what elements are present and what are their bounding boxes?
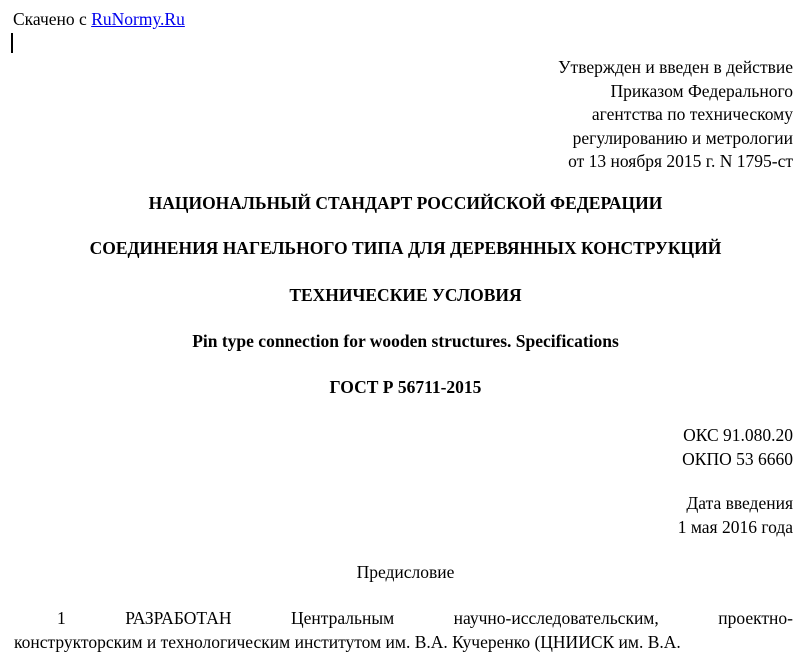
approval-line: регулированию и метрологии (558, 127, 793, 151)
national-standard-heading: НАЦИОНАЛЬНЫЙ СТАНДАРТ РОССИЙСКОЙ ФЕДЕРАЦИИ (6, 193, 799, 214)
paragraph-word: 1 (14, 607, 66, 631)
document-title: СОЕДИНЕНИЯ НАГЕЛЬНОГО ТИПА ДЛЯ ДЕРЕВЯННЫХ КОНСТРУКЦИЙ (6, 238, 799, 259)
okpo-code: ОКПО 53 6660 (682, 448, 793, 472)
approval-block (558, 56, 793, 174)
intro-date-value: 1 мая 2016 года (678, 516, 793, 540)
paragraph-line-1 (14, 607, 793, 631)
paragraph-word: РАЗРАБОТАН (125, 607, 231, 631)
paragraph-word: Центральным (291, 607, 394, 631)
classification-codes (682, 424, 793, 471)
approval-line: Приказом Федерального (558, 80, 793, 104)
source-line (13, 9, 185, 30)
paragraph-word: научно-исследовательским, (454, 607, 659, 631)
document-subtitle: ТЕХНИЧЕСКИЕ УСЛОВИЯ (6, 285, 799, 306)
gost-number: ГОСТ Р 56711-2015 (6, 377, 799, 398)
oks-code: ОКС 91.080.20 (682, 424, 793, 448)
paragraph-line-2: конструкторским и технологическим институтом им. В.А. Кучеренко (ЦНИИСК им. В.А. (14, 631, 793, 654)
approval-line: Утвержден и введен в действие (558, 56, 793, 80)
text-cursor (11, 33, 13, 53)
introduction-date-block (678, 492, 793, 539)
approval-line: от 13 ноября 2015 г. N 1795-ст (558, 150, 793, 174)
preface-paragraph (14, 607, 793, 654)
paragraph-word: проектно- (718, 607, 793, 631)
approval-line: агентства по техническому (558, 103, 793, 127)
source-link[interactable]: RuNormy.Ru (91, 9, 185, 29)
english-title: Pin type connection for wooden structures. Specifications (6, 331, 799, 352)
intro-date-label: Дата введения (678, 492, 793, 516)
preface-heading: Предисловие (6, 562, 799, 583)
source-prefix: Скачено с (13, 9, 91, 29)
